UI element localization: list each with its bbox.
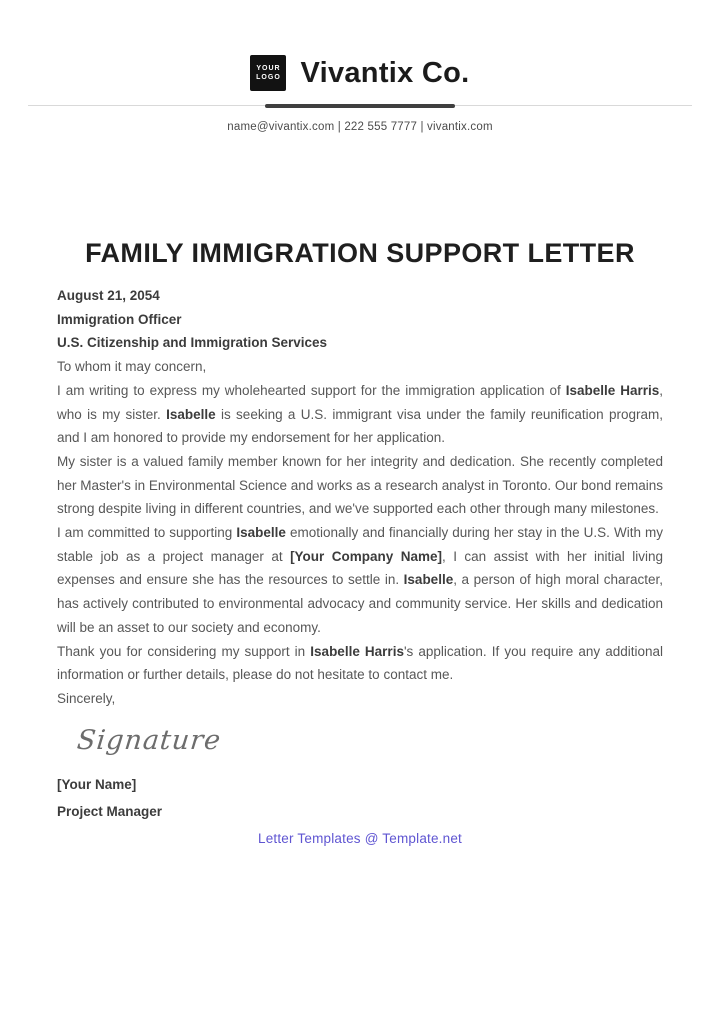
divider-accent-rule [265, 104, 455, 108]
header [0, 0, 720, 91]
letter-title: FAMILY IMMIGRATION SUPPORT LETTER [85, 238, 635, 268]
salutation: To whom it may concern, [57, 359, 207, 375]
letter-paragraphs [57, 379, 663, 687]
sender-name: [Your Name] [57, 776, 137, 792]
sender-title: Project Manager [57, 804, 163, 820]
company-name: Vivantix Co. [300, 56, 470, 89]
header-divider [0, 104, 720, 108]
paragraph: My sister is a valued family member known for her integrity and dedication. She recently completed her Master's in Environmental Science and works as a research analyst in Toronto. Our bond remains strong despite living in different countries, and we've supported each other through many milestones. [57, 453, 663, 517]
footer [0, 830, 720, 848]
logo-text-line2: LOGO [256, 74, 281, 81]
recipient-line-officer: Immigration Officer [57, 311, 182, 327]
closing: Sincerely, [57, 690, 116, 706]
letter-body [57, 284, 663, 824]
letter-date: August 21, 2054 [57, 288, 160, 303]
paragraph: Thank you for considering my support in Isabelle Harris's application. If you require any additional information or further details, please do not hesitate to contact me. [57, 643, 664, 683]
company-logo [250, 55, 286, 91]
paragraph: I am writing to express my wholehearted support for the immigration application of Isabelle Harris, who is my sister. Isabelle is seeking a U.S. immigrant visa under the family reunification program, and I am honored to provide my endorsement for her application. [57, 382, 663, 446]
contact-line: name@vivantix.com | 222 555 7777 | vivantix.com [227, 121, 493, 133]
paragraph: I am committed to supporting Isabelle emotionally and financially during her stay in the U.S. With my stable job as a project manager at [Your Company Name], I can assist with her initial living expenses and ensure she has the resources to settle in. Isabelle, a person of high moral character, has actively contributed to environmental advocacy and community service. Her skills and dedication will be an asset to our society and economy. [57, 525, 664, 635]
logo-text-line1: YOUR [256, 65, 281, 72]
template-net-link[interactable]: Letter Templates @ Template.net [257, 831, 462, 847]
recipient-line-agency: U.S. Citizenship and Immigration Services [57, 335, 328, 351]
signature-script: Signature [75, 724, 223, 756]
